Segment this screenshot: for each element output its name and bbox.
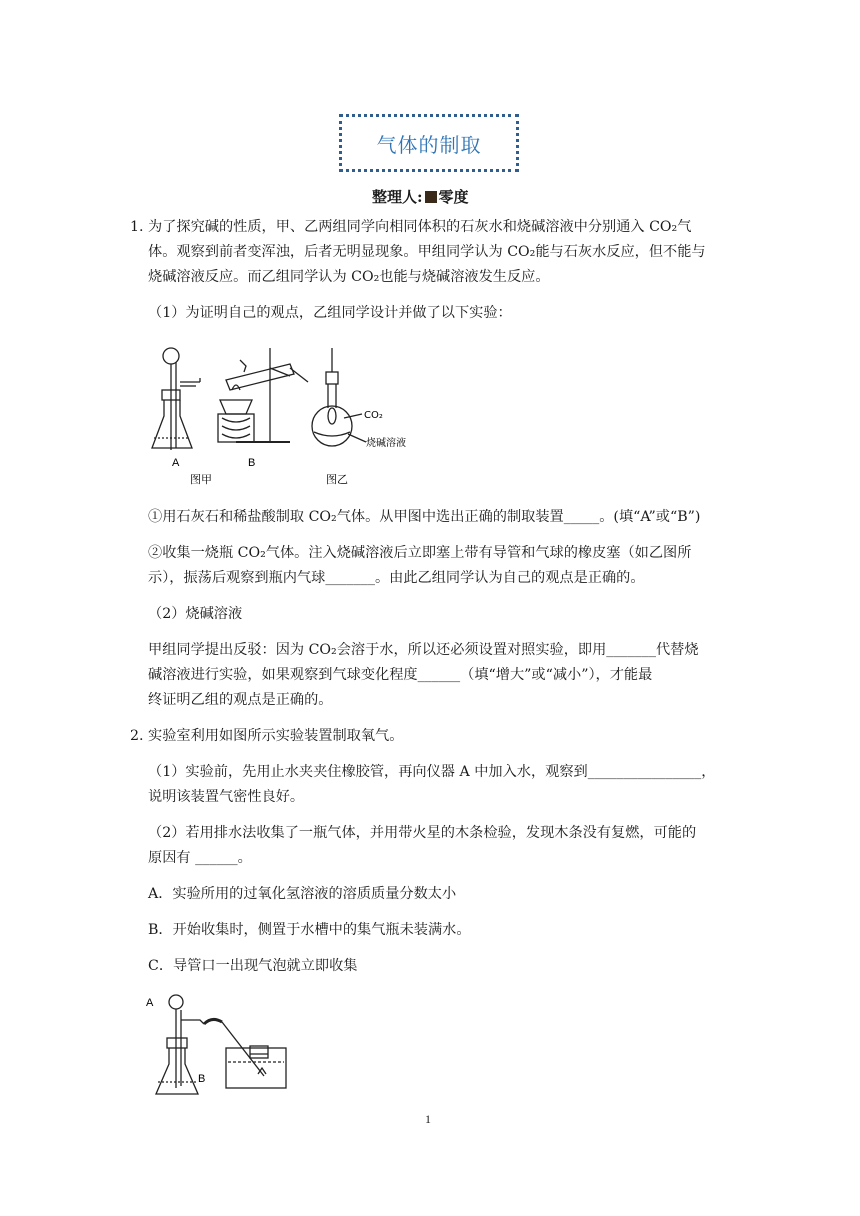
q1-sub1: （1）为证明自己的观点，乙组同学设计并做了以下实验： <box>148 305 512 321</box>
fig-label-jia: 图甲 <box>190 473 212 486</box>
q2-sub1b: 说明该装置气密性良好。 <box>148 789 305 805</box>
author-label: 整理人: <box>372 188 423 206</box>
q2-option-b: B．开始收集时，侧置于水槽中的集气瓶未装满水。 <box>148 922 471 938</box>
fig2-label-a: A <box>146 997 154 1009</box>
figure-oxygen-apparatus <box>140 990 300 1100</box>
page-number: 1 <box>425 1112 431 1126</box>
fig-label-co2: CO₂ <box>364 410 383 421</box>
q1-sub2: （2）烧碱溶液 <box>148 606 243 622</box>
q1-line1: 为了探究碱的性质，甲、乙两组同学向相同体积的石灰水和烧碱溶液中分别通入 CO₂气 <box>148 219 692 235</box>
q1-step2b: 示），振荡后观察到瓶内气球_______。由此乙组同学认为自己的观点是正确的。 <box>148 570 645 586</box>
q1-step2a: ②收集一烧瓶 CO₂气体。注入烧碱溶液后立即塞上带有导管和气球的橡皮塞（如乙图所 <box>148 545 692 561</box>
q1-line3: 烧碱溶液反应。而乙组同学认为 CO₂也能与烧碱溶液发生反应。 <box>148 269 550 285</box>
q1-rebut2: 碱溶液进行实验，如果观察到气球变化程度______（填“增大”或“减小”），才能最 <box>148 667 653 683</box>
author-avatar-icon <box>425 191 437 203</box>
figure-apparatus-jia-yi <box>140 338 430 488</box>
fig-label-b: B <box>248 457 256 469</box>
title-box <box>339 114 519 172</box>
q2-option-c: C．导管口一出现气泡就立即收集 <box>148 958 358 974</box>
q1-step1: ①用石灰石和稀盐酸制取 CO₂气体。从甲图中选出正确的制取装置_____。(填“A”或“B”) <box>148 509 701 525</box>
author-line <box>372 186 469 207</box>
q2-sub2a: （2）若用排水法收集了一瓶气体，并用带火星的木条检验，发现木条没有复燃，可能的 <box>148 825 697 841</box>
q2-option-a: A．实验所用的过氧化氢溶液的溶质质量分数太小 <box>148 886 457 902</box>
q2-number: 2. <box>130 728 144 744</box>
q1-rebut1: 甲组同学提出反驳：因为 CO₂会溶于水，所以还必须设置对照实验，即用_______代替烧 <box>148 642 699 658</box>
q2-line1: 实验室利用如图所示实验装置制取氧气。 <box>148 728 404 744</box>
fig-label-naoh: 烧碱溶液 <box>366 438 406 449</box>
fig-label-yi: 图乙 <box>326 473 348 486</box>
author-name: 零度 <box>438 188 469 206</box>
fig-label-a: A <box>172 457 180 469</box>
q1-number: 1. <box>130 219 144 235</box>
fig2-label-b: B <box>198 1073 206 1085</box>
q1-rebut3: 终证明乙组的观点是正确的。 <box>148 692 333 708</box>
q2-sub1a: （1）实验前，先用止水夹夹住橡胶管，再向仪器 A 中加入水，观察到________________， <box>148 764 716 780</box>
q2-sub2b: 原因有 ______。 <box>148 850 252 866</box>
q1-line2: 体。观察到前者变浑浊，后者无明显现象。甲组同学认为 CO₂能与石灰水反应，但不能与 <box>148 244 706 260</box>
page-title: 气体的制取 <box>376 132 482 157</box>
